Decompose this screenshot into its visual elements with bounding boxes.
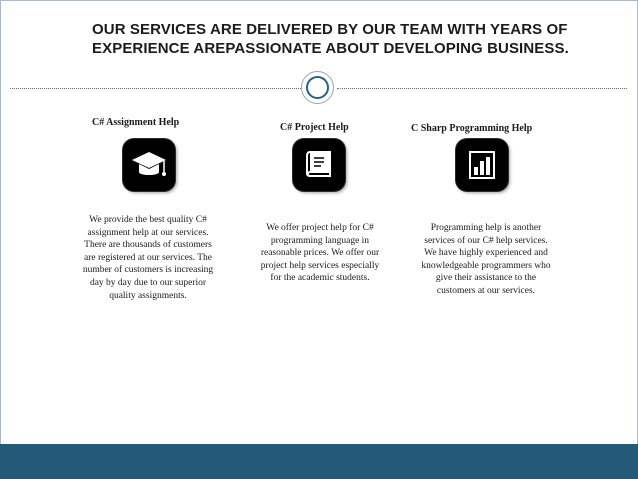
service-heading-programming-help: C Sharp Programming Help (411, 123, 533, 134)
footer-bar (0, 444, 638, 479)
bar-chart-icon (456, 139, 508, 191)
service-description-programming-help: Programming help is another services of our C# help services. We have highly experienced and knowledgeable programmers who give their assistance to the customers at our services. (421, 223, 551, 296)
service-description-assignment-help: We provide the best quality C# assignment help at our services. There are thousands of customers are registered at our services. The number of customers is increasing day by day due to our superior quality assignments. (82, 215, 214, 301)
divider-line-right (337, 88, 627, 89)
divider-ring-icon (301, 71, 334, 104)
divider-line-left (10, 88, 301, 89)
service-heading-project-help: C# Project Help (280, 122, 349, 133)
book-icon (293, 139, 345, 191)
slide-title: OUR SERVICES ARE DELIVERED BY OUR TEAM WITH YEARS OF EXPERIENCE AREPASSIONATE ABOUT DEVELOPING BUSINESS. (92, 21, 569, 57)
service-heading-assignment-help: C# Assignment Help (92, 117, 180, 128)
graduation-cap-icon (123, 139, 175, 191)
divider-ring-inner (306, 76, 329, 99)
service-description-project-help: We offer project help for C# programming language in reasonable prices. We offer our project help services especially for the academic students. (260, 223, 380, 284)
